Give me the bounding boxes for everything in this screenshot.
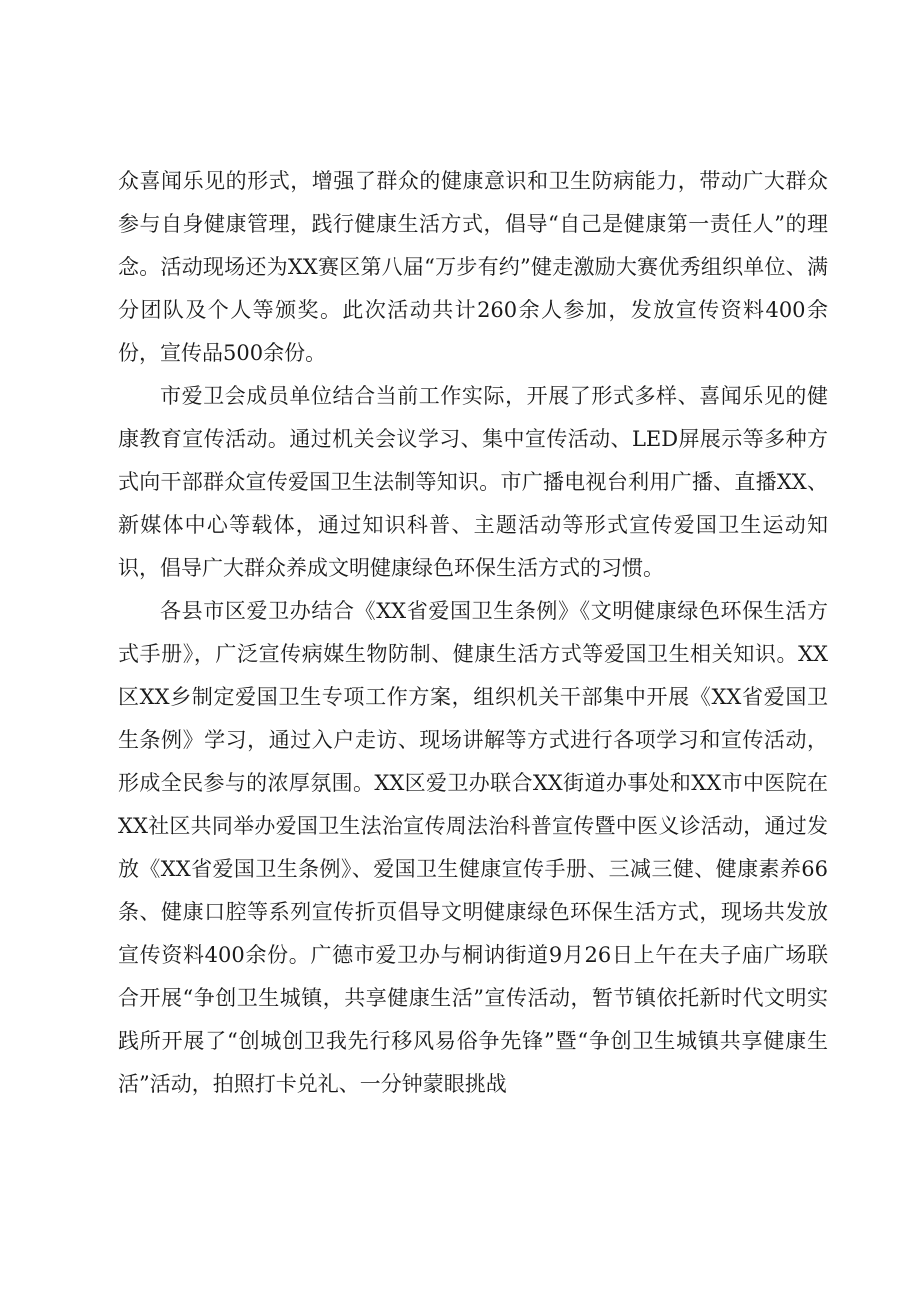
paragraph-3: 各县市区爱卫办结合《XX省爱国卫生条例》《文明健康绿色环保生活方式手册》，广泛宣传病媒生物防制、健康生活方式等爱国卫生相关知识。XX区XX乡制定爱国卫生专项工作方案，组织机关干部集中开展《XX省爱国卫生条例》学习，通过入户走访、现场讲解等方式进行各项学习和宣传活动，形成全民参与的浓厚氛围。XX区爱卫办联合XX街道办事处和XX市中医院在XX社区共同举办爱国卫生法治宣传周法治科普宣传暨中医义诊活动，通过发放《XX省爱国卫生条例》、爱国卫生健康宣传手册、三减三健、健康素养66条、健康口腔等系列宣传折页倡导文明健康绿色环保生活方式，现场共发放宣传资料400余份。广德市爱卫办与桐讷街道9月26日上午在夫子庙广场联合开展“争创卫生城镇，共享健康生活”宣传活动，暂节镇依托新时代文明实践所开展了“创城创卫我先行移风易俗争先锋”暨“争创卫生城镇共享健康生活”活动，拍照打卡兑礼、一分钟蒙眼挑战 (118, 599, 828, 1096)
paragraph-1: 众喜闻乐见的形式，增强了群众的健康意识和卫生防病能力，带动广大群众参与自身健康管理，践行健康生活方式，倡导“自己是健康第一责任人”的理念。活动现场还为XX赛区第八届“万步有约”健走激励大赛优秀组织单位、满分团队及个人等颁奖。此次活动共计260余人参加，发放宣传资料400余份，宣传品500余份。 (118, 169, 828, 365)
document-body (118, 160, 828, 1106)
paragraph-2: 市爱卫会成员单位结合当前工作实际，开展了形式多样、喜闻乐见的健康教育宣传活动。通过机关会议学习、集中宣传活动、LED屏展示等多种方式向干部群众宣传爱国卫生法制等知识。市广播电视台利用广播、直播XX、新媒体中心等载体，通过知识科普、主题活动等形式宣传爱国卫生运动知识，倡导广大群众养成文明健康绿色环保生活方式的习惯。 (118, 384, 828, 580)
